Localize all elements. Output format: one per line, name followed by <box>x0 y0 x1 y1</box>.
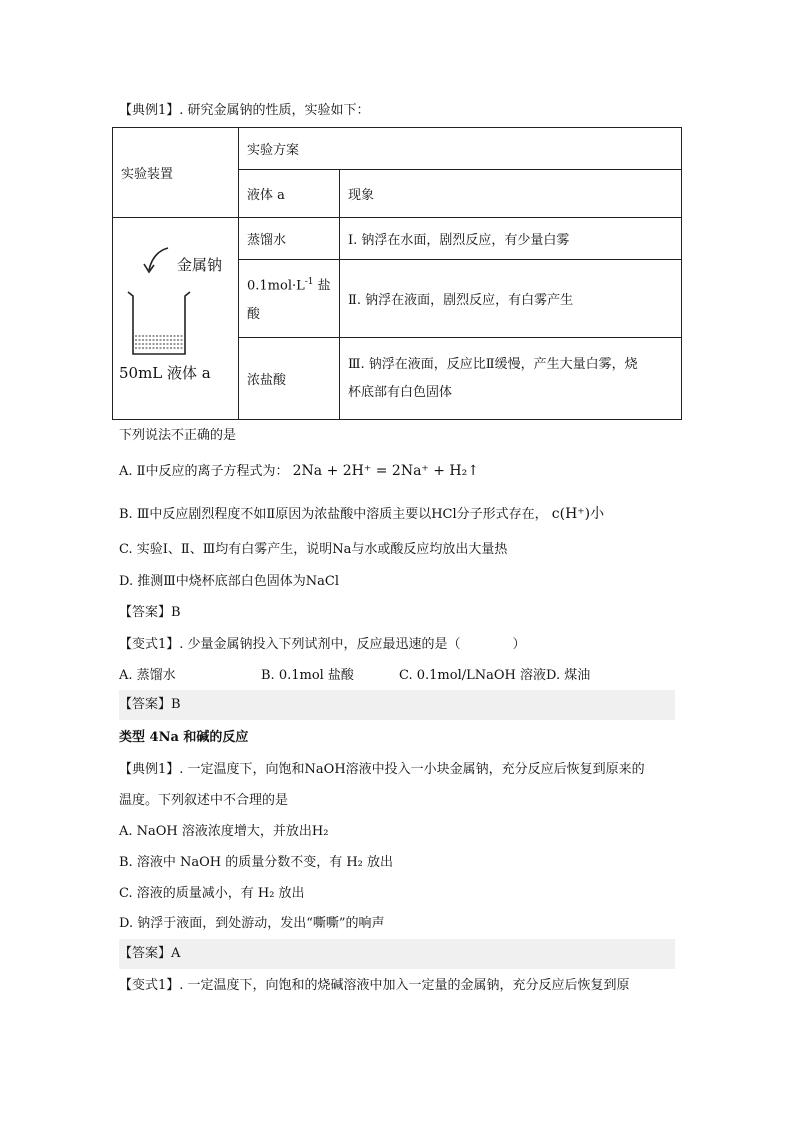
col-phenomenon-header: 现象 <box>340 170 682 218</box>
liquid-label: 50mL 液体 a <box>119 364 211 382</box>
type4-example-line2: 温度。下列叙述中不合理的是 <box>119 793 289 808</box>
experiment-table <box>112 127 682 420</box>
type4-option-a: A. NaOH 溶液浓度增大，并放出H₂ <box>119 824 329 839</box>
beaker-diagram <box>113 218 238 418</box>
example1-heading: 【典例1】. 研究金属钠的性质，实验如下： <box>119 103 370 118</box>
answer-1: 【答案】B <box>119 605 181 620</box>
variant1-heading: 【变式1】. 少量金属钠投入下列试剂中，反应最迅速的是（ ） <box>119 637 526 652</box>
type4-heading: 类型 4Na 和碱的反应 <box>119 730 249 745</box>
variant1-options: A. 蒸馏水 B. 0.1mol 盐酸 C. 0.1mol/LNaOH 溶液D. 煤油 <box>119 668 591 683</box>
phenomenon-row3: Ⅲ. 钠浮在液面，反应比Ⅱ缓慢，产生大量白雾，烧 杯底部有白色固体 <box>340 338 682 420</box>
sodium-label: 金属钠 <box>177 256 223 274</box>
type4-option-c: C. 溶液的质量减小，有 H₂ 放出 <box>119 886 305 901</box>
liquid-row3: 浓盐酸 <box>239 338 340 420</box>
type4-option-b: B. 溶液中 NaOH 的质量分数不变，有 H₂ 放出 <box>119 855 394 870</box>
type4-variant-line1: 【变式1】. 一定温度下，向饱和的烧碱溶液中加入一定量的金属钠，充分反应后恢复到原 <box>119 978 630 993</box>
type4-example-line1: 【典例1】. 一定温度下，向饱和NaOH溶液中投入一小块金属钠，充分反应后恢复到原来的 <box>119 762 645 777</box>
answer-3: 【答案】A <box>119 939 675 969</box>
beaker-icon <box>128 292 190 354</box>
option-a: A. Ⅱ中反应的离子方程式为： 2Na + 2H⁺ = 2Na⁺ + H₂↑ <box>119 463 479 479</box>
option-b: B. Ⅲ中反应剧烈程度不如Ⅱ原因为浓盐酸中溶质主要以HCl分子形式存在， c(H⁺)小 <box>119 506 605 522</box>
type4-option-d: D. 钠浮于液面，到处游动，发出“嘶嘶”的响声 <box>119 916 385 931</box>
device-cell <box>113 218 239 420</box>
option-c: C. 实验Ⅰ、Ⅱ、Ⅲ均有白雾产生，说明Na与水或酸反应均放出大量热 <box>119 542 508 557</box>
col-liquid-header: 液体 a <box>239 170 340 218</box>
phenomenon-row1: Ⅰ. 钠浮在水面，剧烈反应，有少量白雾 <box>340 218 682 260</box>
col-device-header: 实验装置 <box>113 128 239 218</box>
liquid-row2: $0.1mol\cdot L^{-1}$ 盐 酸 <box>239 260 340 338</box>
phenomenon-row2: Ⅱ. 钠浮在液面，剧烈反应，有白雾产生 <box>340 260 682 338</box>
liquid-row1: 蒸馏水 <box>239 218 340 260</box>
question-text: 下列说法不正确的是 <box>119 428 237 443</box>
option-d: D. 推测Ⅲ中烧杯底部白色固体为NaCl <box>119 574 339 589</box>
col-scheme-header: 实验方案 <box>239 128 682 170</box>
answer-2: 【答案】B <box>119 690 675 720</box>
